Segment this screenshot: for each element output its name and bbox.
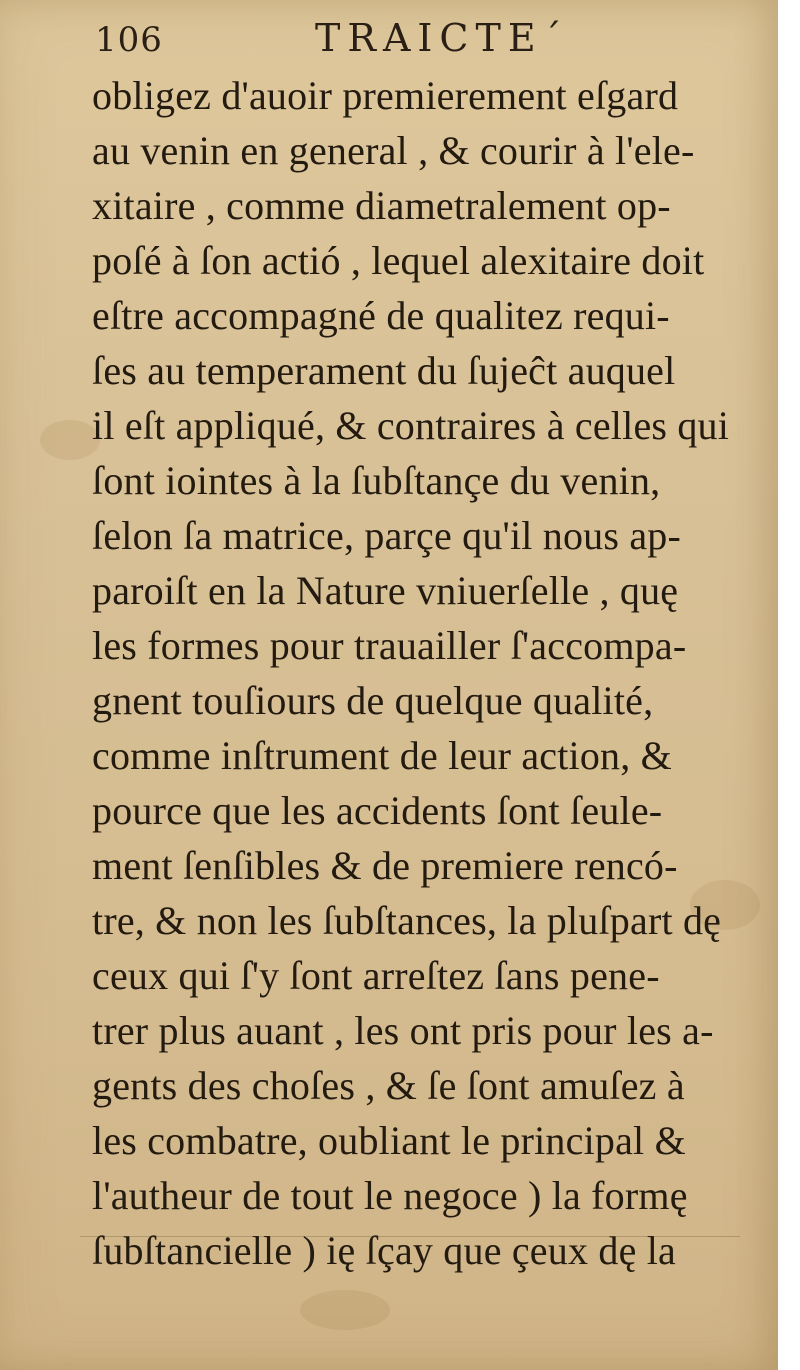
text-line: les formes pour trauailler ſ'accompa- bbox=[92, 623, 687, 668]
text-line: eſtre accompagné de qualitez requi- bbox=[92, 293, 670, 338]
page-header bbox=[95, 14, 655, 62]
bottom-rule bbox=[80, 1236, 740, 1237]
paper-stain bbox=[300, 1290, 390, 1330]
text-line: ceux qui ſ'y ſont arreſtez ſans pene- bbox=[92, 953, 660, 998]
page-number: 106 bbox=[95, 20, 163, 60]
text-line: poſé à ſon actió , lequel alexitaire doit bbox=[92, 238, 705, 283]
body-text bbox=[92, 68, 742, 1278]
text-line: ſont iointes à la ſubſtançe du venin, bbox=[92, 458, 661, 503]
text-line: ſelon ſa matrice, parçe qu'il nous ap- bbox=[92, 513, 682, 558]
text-line: ment ſenſibles & de premiere rencó- bbox=[92, 843, 678, 888]
running-title: TRAICTE´ bbox=[315, 16, 569, 60]
text-line: obligez d'auoir premierement eſgard bbox=[92, 73, 679, 118]
text-line: trer plus auant , les ont pris pour les a- bbox=[92, 1008, 714, 1053]
text-line: ſes au temperament du ſujeĉt auquel bbox=[92, 348, 676, 393]
text-line: l'autheur de tout le negoce ) la formę bbox=[92, 1173, 688, 1218]
text-line: pource que les accidents ſont ſeule- bbox=[92, 788, 663, 833]
text-line: les combatre, oubliant le principal & bbox=[92, 1118, 686, 1163]
text-line: tre, & non les ſubſtances, la pluſpart dę bbox=[92, 898, 722, 943]
text-line: comme inſtrument de leur action, & bbox=[92, 733, 672, 778]
text-line: gnent touſiours de quelque qualité, bbox=[92, 678, 654, 723]
text-line: au venin en general , & courir à l'ele- bbox=[92, 128, 695, 173]
text-line: xitaire , comme diametralement op- bbox=[92, 183, 671, 228]
text-line: il eſt appliqué, & contraires à celles qui bbox=[92, 403, 730, 448]
text-line: ſubſtancielle ) ię ſçay que çeux dę la bbox=[92, 1228, 676, 1273]
text-line: gents des choſes , & ſe ſont amuſez à bbox=[92, 1063, 685, 1108]
paper-stain bbox=[40, 420, 100, 460]
text-line: paroiſt en la Nature vniuerſelle , quę bbox=[92, 568, 679, 613]
